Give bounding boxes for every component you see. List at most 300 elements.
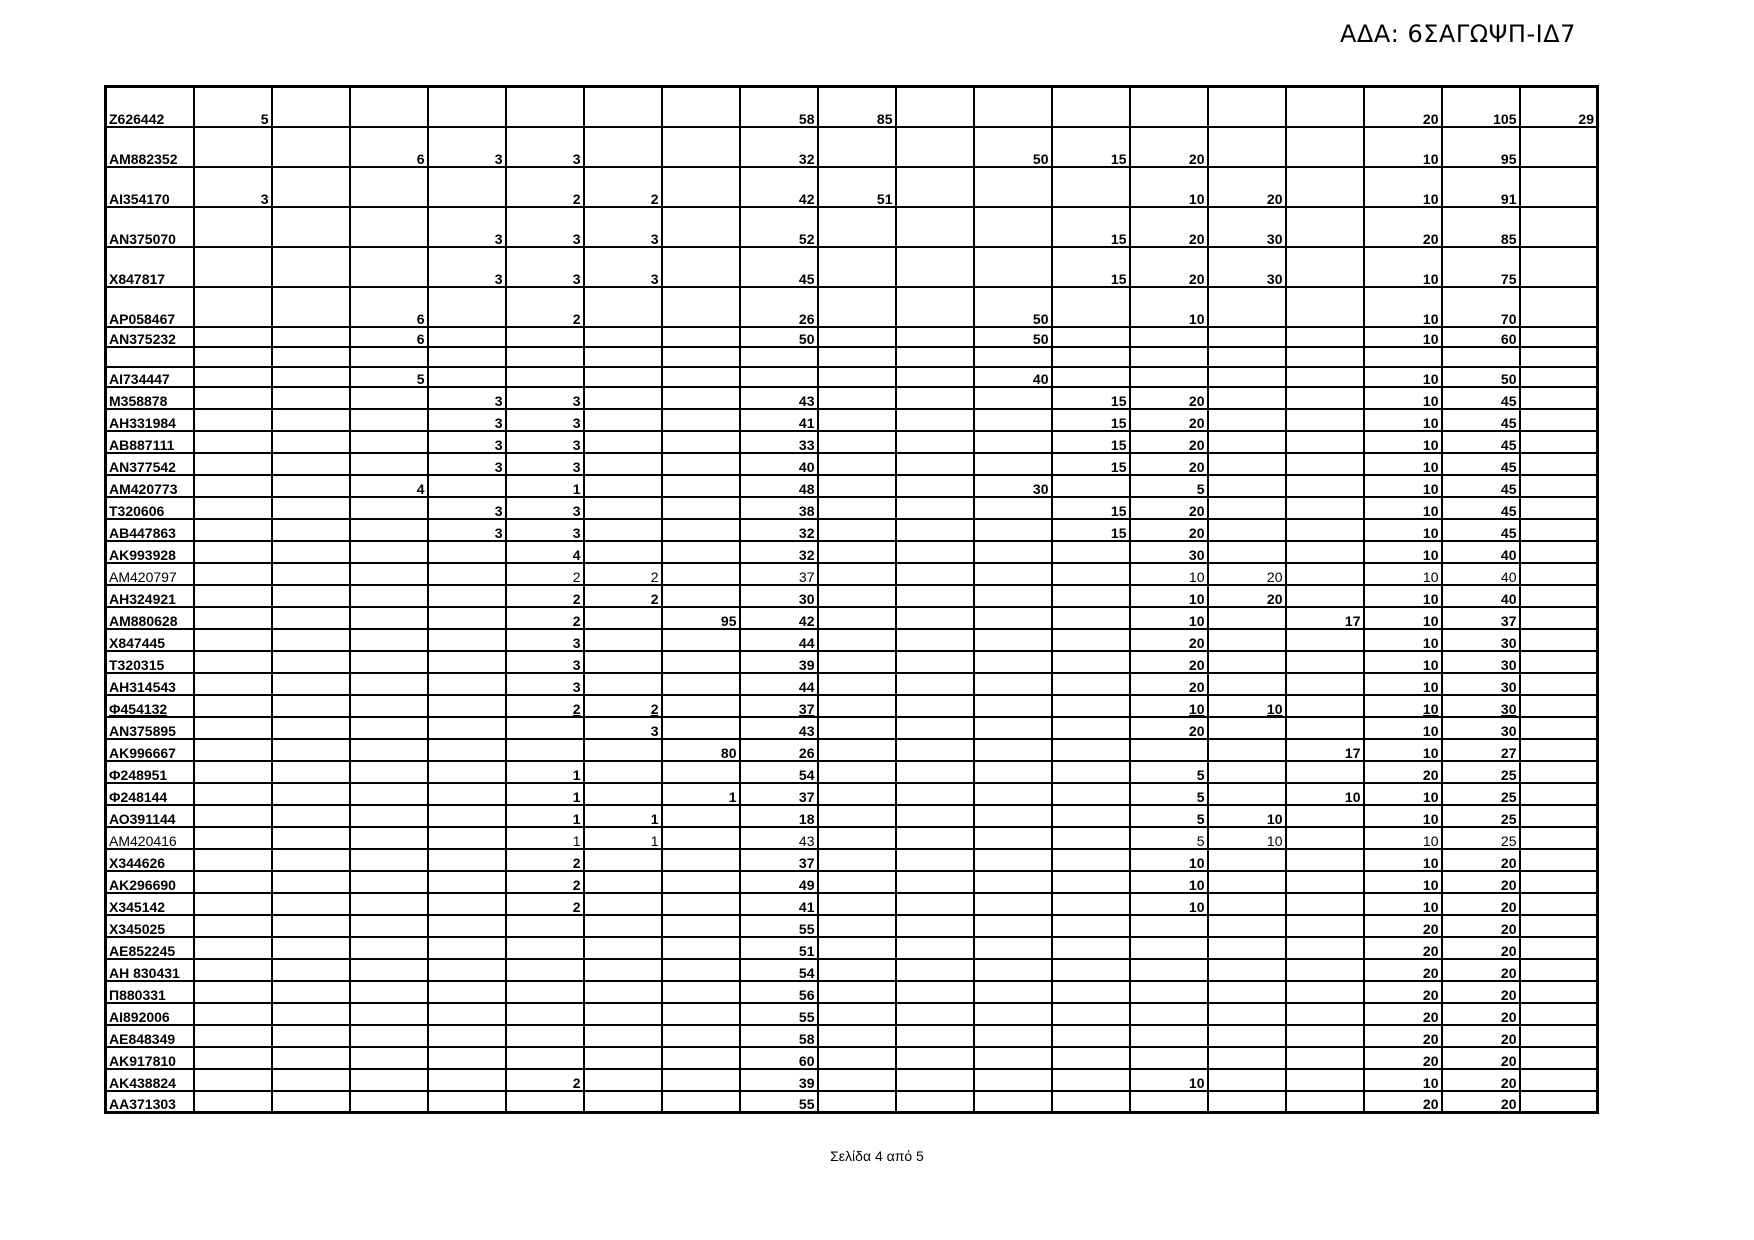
value-cell — [662, 981, 740, 1003]
row-id-cell: ΑΒ887111 — [106, 431, 194, 453]
value-cell — [1520, 849, 1598, 871]
value-cell — [896, 287, 974, 327]
value-cell — [272, 695, 350, 717]
value-cell — [1286, 367, 1364, 387]
value-cell — [818, 453, 896, 475]
value-cell — [896, 347, 974, 367]
value-cell: 41 — [740, 893, 818, 915]
value-cell — [1052, 327, 1130, 347]
value-cell — [194, 347, 272, 367]
value-cell — [1052, 761, 1130, 783]
value-cell: 20 — [1364, 87, 1442, 127]
value-cell — [272, 629, 350, 651]
value-cell — [272, 607, 350, 629]
value-cell — [584, 453, 662, 475]
value-cell — [194, 127, 272, 167]
value-cell — [428, 739, 506, 761]
value-cell: 3 — [428, 409, 506, 431]
value-cell — [584, 783, 662, 805]
value-cell: 6 — [350, 327, 428, 347]
value-cell: 10 — [1364, 717, 1442, 739]
value-cell — [1286, 453, 1364, 475]
value-cell — [428, 327, 506, 347]
value-cell — [1052, 893, 1130, 915]
value-cell: 85 — [1442, 207, 1520, 247]
value-cell — [1520, 717, 1598, 739]
value-cell — [506, 1091, 584, 1113]
table-row — [106, 127, 1598, 167]
value-cell — [272, 1003, 350, 1025]
value-cell — [662, 761, 740, 783]
value-cell: 3 — [428, 127, 506, 167]
value-cell: 43 — [740, 717, 818, 739]
value-cell — [662, 541, 740, 563]
value-cell — [1286, 629, 1364, 651]
row-id-cell: ΑΕ852245 — [106, 937, 194, 959]
value-cell: 10 — [1364, 739, 1442, 761]
value-cell: 2 — [584, 167, 662, 207]
value-cell — [584, 959, 662, 981]
value-cell: 30 — [974, 475, 1052, 497]
value-cell: 3 — [506, 519, 584, 541]
value-cell — [1130, 347, 1208, 367]
row-id-cell: ΑΚ438824 — [106, 1069, 194, 1091]
value-cell: 20 — [1442, 959, 1520, 981]
value-cell — [818, 783, 896, 805]
value-cell — [194, 475, 272, 497]
value-cell — [896, 519, 974, 541]
table-row — [106, 585, 1598, 607]
value-cell — [740, 367, 818, 387]
value-cell — [350, 651, 428, 673]
value-cell — [272, 783, 350, 805]
value-cell — [662, 893, 740, 915]
value-cell — [974, 409, 1052, 431]
table-row — [106, 915, 1598, 937]
value-cell — [1520, 475, 1598, 497]
value-cell: 10 — [1130, 585, 1208, 607]
value-cell: 10 — [1364, 167, 1442, 207]
value-cell: 40 — [740, 453, 818, 475]
value-cell — [584, 893, 662, 915]
value-cell — [194, 849, 272, 871]
value-cell: 5 — [1130, 827, 1208, 849]
value-cell: 10 — [1364, 629, 1442, 651]
scores-table — [104, 85, 1599, 1114]
value-cell: 55 — [740, 1003, 818, 1025]
value-cell: 25 — [1442, 783, 1520, 805]
value-cell — [1208, 87, 1286, 127]
value-cell: 10 — [1364, 849, 1442, 871]
value-cell — [1286, 431, 1364, 453]
value-cell: 10 — [1364, 673, 1442, 695]
row-id-cell: Φ454132 — [106, 695, 194, 717]
value-cell: 39 — [740, 1069, 818, 1091]
row-id-cell: ΑΝ375895 — [106, 717, 194, 739]
value-cell — [662, 629, 740, 651]
value-cell: 20 — [1442, 1069, 1520, 1091]
row-id-cell: ΑΡ058467 — [106, 287, 194, 327]
value-cell — [506, 367, 584, 387]
value-cell: 10 — [1130, 1069, 1208, 1091]
value-cell — [896, 1069, 974, 1091]
value-cell: 30 — [1442, 717, 1520, 739]
value-cell — [1130, 739, 1208, 761]
value-cell — [1208, 849, 1286, 871]
value-cell — [1520, 287, 1598, 327]
value-cell — [1208, 1047, 1286, 1069]
value-cell — [350, 1025, 428, 1047]
value-cell — [428, 1091, 506, 1113]
value-cell — [272, 1091, 350, 1113]
value-cell — [896, 607, 974, 629]
table-row — [106, 827, 1598, 849]
value-cell: 1 — [506, 761, 584, 783]
value-cell — [584, 937, 662, 959]
value-cell — [1286, 915, 1364, 937]
value-cell — [662, 409, 740, 431]
value-cell — [506, 981, 584, 1003]
value-cell — [194, 673, 272, 695]
value-cell: 20 — [1130, 453, 1208, 475]
value-cell — [1286, 1047, 1364, 1069]
value-cell — [194, 761, 272, 783]
value-cell — [428, 367, 506, 387]
value-cell: 5 — [1130, 475, 1208, 497]
value-cell — [1052, 347, 1130, 367]
table-row — [106, 893, 1598, 915]
value-cell: 55 — [740, 915, 818, 937]
value-cell — [662, 915, 740, 937]
value-cell — [584, 981, 662, 1003]
value-cell — [428, 717, 506, 739]
row-id-cell: ΑΚ296690 — [106, 871, 194, 893]
value-cell: 10 — [1364, 607, 1442, 629]
value-cell — [1520, 497, 1598, 519]
value-cell: 3 — [506, 431, 584, 453]
value-cell — [1208, 981, 1286, 1003]
row-id-cell: Χ344626 — [106, 849, 194, 871]
value-cell — [896, 207, 974, 247]
value-cell — [1520, 409, 1598, 431]
value-cell: 2 — [506, 695, 584, 717]
value-cell — [272, 871, 350, 893]
value-cell — [428, 1003, 506, 1025]
value-cell — [818, 805, 896, 827]
value-cell: 20 — [1130, 717, 1208, 739]
value-cell — [662, 1047, 740, 1069]
value-cell — [818, 695, 896, 717]
row-id-cell: Ζ626442 — [106, 87, 194, 127]
value-cell: 75 — [1442, 247, 1520, 287]
value-cell — [194, 717, 272, 739]
value-cell — [584, 409, 662, 431]
value-cell — [428, 287, 506, 327]
value-cell: 95 — [1442, 127, 1520, 167]
value-cell: 15 — [1052, 127, 1130, 167]
value-cell: 15 — [1052, 207, 1130, 247]
value-cell — [1208, 915, 1286, 937]
value-cell — [350, 1003, 428, 1025]
value-cell — [1208, 629, 1286, 651]
value-cell — [428, 805, 506, 827]
value-cell: 20 — [1130, 519, 1208, 541]
value-cell: 44 — [740, 673, 818, 695]
row-id-cell: ΑΜ880628 — [106, 607, 194, 629]
value-cell — [1208, 739, 1286, 761]
value-cell — [272, 207, 350, 247]
value-cell — [272, 327, 350, 347]
value-cell — [1052, 849, 1130, 871]
value-cell — [272, 475, 350, 497]
value-cell — [1208, 1091, 1286, 1113]
value-cell: 20 — [1442, 1003, 1520, 1025]
value-cell — [1286, 849, 1364, 871]
value-cell — [428, 475, 506, 497]
value-cell — [1520, 247, 1598, 287]
value-cell — [662, 871, 740, 893]
page-number: Σελίδα 4 από 5 — [830, 1148, 924, 1164]
value-cell — [506, 1003, 584, 1025]
value-cell — [662, 167, 740, 207]
value-cell — [584, 915, 662, 937]
row-id-cell: ΑΚ996667 — [106, 739, 194, 761]
value-cell — [584, 287, 662, 327]
row-id-cell: Μ358878 — [106, 387, 194, 409]
value-cell — [584, 497, 662, 519]
value-cell — [1052, 87, 1130, 127]
value-cell — [428, 915, 506, 937]
value-cell: 42 — [740, 167, 818, 207]
value-cell — [350, 247, 428, 287]
value-cell — [272, 167, 350, 207]
value-cell — [1520, 893, 1598, 915]
value-cell: 10 — [1364, 327, 1442, 347]
value-cell: 10 — [1208, 805, 1286, 827]
value-cell — [1052, 1069, 1130, 1091]
value-cell: 30 — [1130, 541, 1208, 563]
value-cell — [1520, 827, 1598, 849]
value-cell — [506, 717, 584, 739]
value-cell — [1208, 761, 1286, 783]
value-cell — [896, 247, 974, 287]
value-cell — [584, 87, 662, 127]
value-cell — [272, 959, 350, 981]
value-cell — [1286, 761, 1364, 783]
value-cell — [974, 959, 1052, 981]
value-cell — [974, 673, 1052, 695]
value-cell — [194, 585, 272, 607]
table-row — [106, 475, 1598, 497]
value-cell — [1052, 1091, 1130, 1113]
value-cell — [1052, 287, 1130, 327]
value-cell — [1520, 585, 1598, 607]
value-cell — [1286, 585, 1364, 607]
value-cell — [1208, 1069, 1286, 1091]
value-cell — [584, 431, 662, 453]
value-cell — [1520, 207, 1598, 247]
value-cell — [1208, 453, 1286, 475]
value-cell: 45 — [1442, 431, 1520, 453]
value-cell — [818, 475, 896, 497]
value-cell — [896, 805, 974, 827]
value-cell: 10 — [1208, 827, 1286, 849]
value-cell — [1286, 207, 1364, 247]
value-cell — [194, 247, 272, 287]
value-cell: 20 — [1208, 563, 1286, 585]
value-cell — [1052, 167, 1130, 207]
value-cell: 80 — [662, 739, 740, 761]
value-cell — [896, 629, 974, 651]
value-cell — [194, 739, 272, 761]
value-cell — [194, 871, 272, 893]
value-cell — [194, 651, 272, 673]
value-cell: 20 — [1364, 1047, 1442, 1069]
value-cell — [350, 673, 428, 695]
value-cell — [1286, 387, 1364, 409]
value-cell: 10 — [1364, 127, 1442, 167]
value-cell — [584, 673, 662, 695]
value-cell: 52 — [740, 207, 818, 247]
value-cell — [428, 541, 506, 563]
value-cell — [194, 981, 272, 1003]
value-cell — [1520, 629, 1598, 651]
value-cell — [818, 207, 896, 247]
value-cell: 50 — [740, 327, 818, 347]
value-cell: 20 — [1442, 1025, 1520, 1047]
value-cell: 58 — [740, 87, 818, 127]
ada-code: ΑΔΑ: 6ΣΑΓΩΨΠ-ΙΔ7 — [1340, 20, 1576, 48]
value-cell: 20 — [1130, 629, 1208, 651]
value-cell — [1286, 347, 1364, 367]
value-cell — [506, 1047, 584, 1069]
value-cell — [896, 937, 974, 959]
value-cell: 48 — [740, 475, 818, 497]
value-cell: 15 — [1052, 409, 1130, 431]
value-cell — [896, 783, 974, 805]
value-cell — [1520, 1003, 1598, 1025]
value-cell — [662, 959, 740, 981]
value-cell: 3 — [428, 497, 506, 519]
value-cell — [194, 541, 272, 563]
value-cell — [662, 805, 740, 827]
value-cell — [1286, 717, 1364, 739]
value-cell: 44 — [740, 629, 818, 651]
table-row — [106, 453, 1598, 475]
value-cell — [974, 1003, 1052, 1025]
row-id-cell: ΑΗ324921 — [106, 585, 194, 607]
value-cell — [1052, 607, 1130, 629]
value-cell — [1286, 1069, 1364, 1091]
row-id-cell: ΑΑ371303 — [106, 1091, 194, 1113]
value-cell: 20 — [1442, 937, 1520, 959]
value-cell — [662, 937, 740, 959]
value-cell — [194, 1025, 272, 1047]
value-cell — [1520, 563, 1598, 585]
value-cell: 95 — [662, 607, 740, 629]
value-cell — [194, 783, 272, 805]
value-cell: 10 — [1364, 585, 1442, 607]
value-cell — [974, 805, 1052, 827]
value-cell: 20 — [1208, 167, 1286, 207]
table-row — [106, 1069, 1598, 1091]
value-cell: 20 — [1442, 915, 1520, 937]
value-cell — [1520, 519, 1598, 541]
value-cell — [896, 1025, 974, 1047]
value-cell: 3 — [428, 431, 506, 453]
value-cell: 30 — [740, 585, 818, 607]
value-cell — [1052, 695, 1130, 717]
value-cell — [1520, 1025, 1598, 1047]
value-cell — [1208, 717, 1286, 739]
value-cell — [1520, 761, 1598, 783]
table-row — [106, 739, 1598, 761]
value-cell — [194, 915, 272, 937]
value-cell — [350, 1069, 428, 1091]
value-cell — [1520, 651, 1598, 673]
value-cell — [1208, 347, 1286, 367]
value-cell: 15 — [1052, 519, 1130, 541]
value-cell: 5 — [194, 87, 272, 127]
value-cell — [272, 87, 350, 127]
value-cell — [350, 937, 428, 959]
value-cell — [428, 937, 506, 959]
value-cell — [350, 453, 428, 475]
value-cell: 40 — [1442, 585, 1520, 607]
value-cell — [1520, 431, 1598, 453]
value-cell: 10 — [1364, 893, 1442, 915]
value-cell — [1052, 475, 1130, 497]
value-cell: 32 — [740, 541, 818, 563]
value-cell — [350, 585, 428, 607]
table-row — [106, 629, 1598, 651]
value-cell: 38 — [740, 497, 818, 519]
value-cell — [272, 287, 350, 327]
value-cell: 54 — [740, 959, 818, 981]
value-cell: 10 — [1364, 651, 1442, 673]
value-cell: 15 — [1052, 387, 1130, 409]
value-cell — [1520, 915, 1598, 937]
table-row — [106, 805, 1598, 827]
value-cell — [662, 431, 740, 453]
row-id-cell: ΑΟ391144 — [106, 805, 194, 827]
value-cell: 5 — [1130, 805, 1208, 827]
value-cell — [584, 541, 662, 563]
value-cell — [428, 347, 506, 367]
value-cell — [896, 981, 974, 1003]
value-cell — [1130, 1025, 1208, 1047]
value-cell — [1520, 607, 1598, 629]
value-cell — [584, 127, 662, 167]
value-cell — [896, 915, 974, 937]
value-cell — [1286, 475, 1364, 497]
table-row — [106, 519, 1598, 541]
value-cell — [1052, 739, 1130, 761]
value-cell — [662, 475, 740, 497]
value-cell — [350, 805, 428, 827]
value-cell — [974, 717, 1052, 739]
value-cell: 50 — [974, 287, 1052, 327]
value-cell: 2 — [584, 585, 662, 607]
value-cell — [584, 629, 662, 651]
value-cell: 18 — [740, 805, 818, 827]
value-cell — [350, 695, 428, 717]
value-cell — [506, 915, 584, 937]
value-cell — [272, 519, 350, 541]
value-cell — [1520, 739, 1598, 761]
value-cell — [194, 207, 272, 247]
value-cell — [350, 431, 428, 453]
